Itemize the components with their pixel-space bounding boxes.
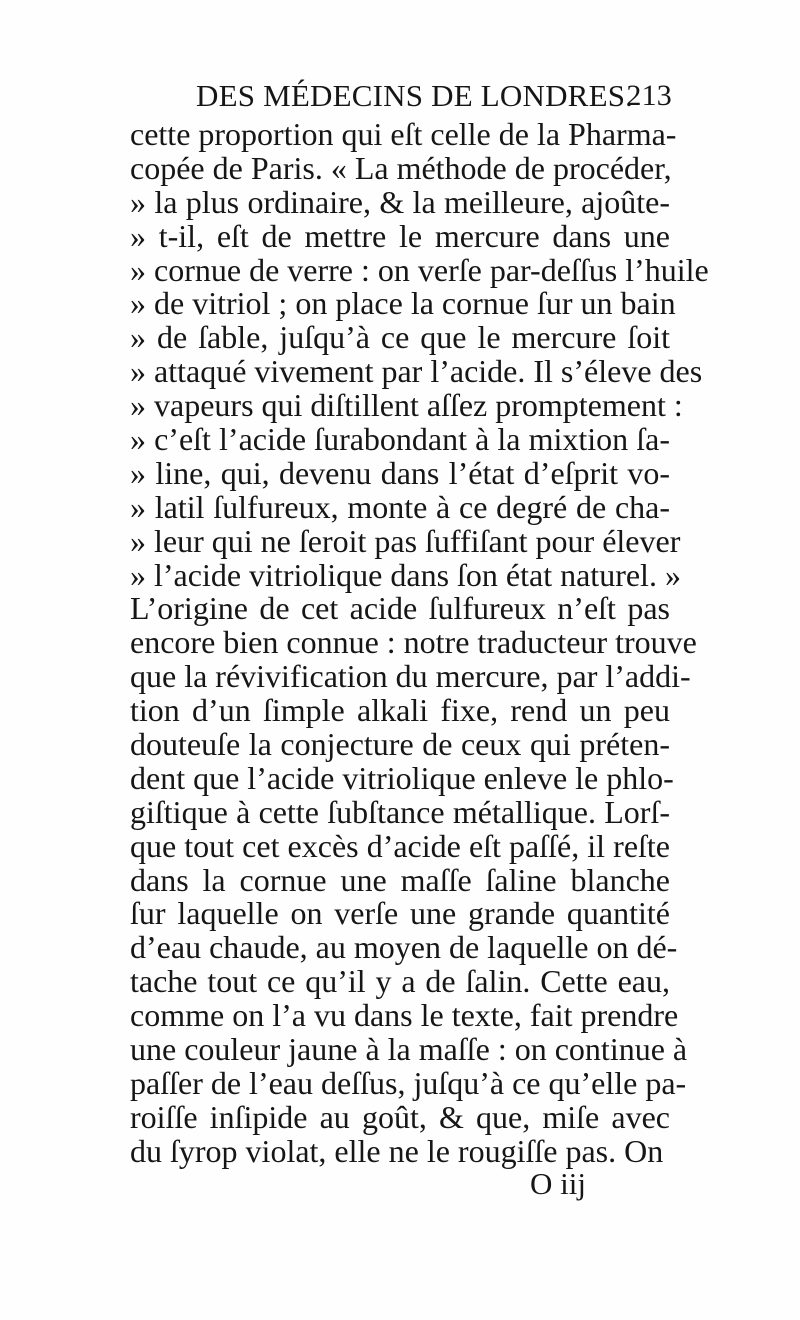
body-text — [130, 116, 709, 1169]
text-line: du ſyrop violat, elle ne le rougiſſe pas. On — [130, 1132, 664, 1169]
signature-mark: O iij — [530, 1166, 586, 1201]
text-line: » attaqué vivement par l’acide. Il s’éleve des — [130, 353, 703, 390]
text-line: » c’eſt l’acide ſurabondant à la mixtion ſa- — [130, 421, 670, 458]
text-line: cette proportion qui eſt celle de la Pharma- — [130, 116, 677, 152]
text-line: » de ſable, juſqu’à ce que le mercure ſoit — [130, 319, 670, 356]
text-line: dans la cornue une maſſe ſaline blanche — [130, 861, 670, 898]
text-line: » cornue de verre : on verſe par-deſſus l’huile — [130, 251, 709, 288]
text-line: encore bien connue : notre traducteur trouve — [130, 624, 697, 661]
text-line: que tout cet excès d’acide eſt paſſé, il reſte — [130, 827, 670, 864]
text-line: que la révivification du mercure, par l’addi- — [130, 658, 691, 695]
text-line: » line, qui, devenu dans l’état d’eſprit vo- — [130, 454, 670, 491]
text-line: d’eau chaude, au moyen de laquelle on dé- — [130, 929, 678, 966]
text-line: copée de Paris. « La méthode de procéder, — [130, 149, 672, 186]
text-line: » l’acide vitriolique dans ſon état naturel. » — [130, 556, 681, 593]
text-line: giſtique à cette ſubſtance métallique. Lorſ- — [130, 793, 670, 830]
text-line: » leur qui ne ſeroit pas ſuffiſant pour élever — [130, 522, 681, 559]
text-line: » t-il, eſt de mettre le mercure dans une — [130, 217, 670, 254]
text-line: tache tout ce qu’il y a de ſalin. Cette eau, — [130, 963, 670, 1000]
text-line: L’origine de cet acide ſulfureux n’eſt pas — [130, 590, 670, 627]
text-line: tion d’un ſimple alkali fixe, rend un peu — [130, 692, 670, 729]
text-line: une couleur jaune à la maſſe : on continue à — [130, 1031, 688, 1068]
text-line: douteuſe la conjecture de ceux qui préten- — [130, 726, 670, 763]
text-line: paſſer de l’eau deſſus, juſqu’à ce qu’elle pa- — [130, 1064, 687, 1101]
running-head — [196, 76, 672, 116]
text-line: comme on l’a vu dans le texte, fait prendre — [130, 997, 679, 1034]
text-line: » latil ſulfureux, monte à ce degré de cha- — [130, 488, 670, 525]
text-line: » la plus ordinaire, & la meilleure, ajoûte- — [130, 183, 670, 220]
text-line: roiſſe inſipide au goût, & que, miſe avec — [130, 1098, 670, 1135]
text-line: dent que l’acide vitriolique enleve le phlo- — [130, 759, 674, 796]
text-line: » vapeurs qui diſtillent aſſez promptement : — [130, 387, 683, 424]
text-line: ſur laquelle on verſe une grande quantité — [130, 895, 670, 932]
page-number: 213 — [626, 79, 672, 112]
running-title: DES MÉDECINS DE LONDRES. — [196, 78, 634, 113]
text-line: » de vitriol ; on place la cornue ſur un bain — [130, 285, 676, 322]
